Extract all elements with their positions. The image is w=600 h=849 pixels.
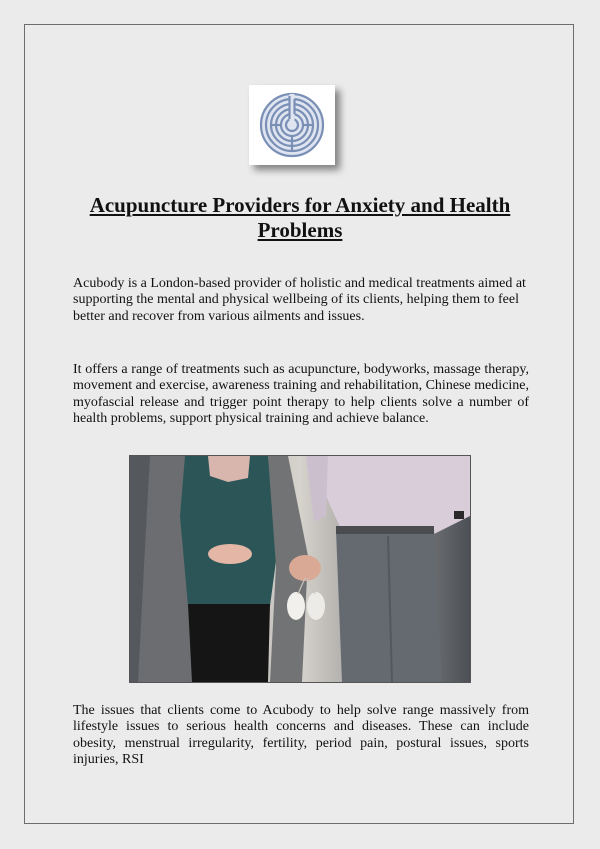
treatments-paragraph: It offers a range of treatments such as acupuncture, bodyworks, massage therapy, movement and exercise, awareness training and rehabilitation, Chinese medicine, myofascial release and trigger point therapy to help clients solve a number of health problems, support physical training and achieve balance. xyxy=(73,362,530,426)
couple-holding-baby-shoes-photo xyxy=(129,455,471,683)
intro-paragraph: Acubody is a London-based provider of holistic and medical treatments aimed at supporting the mental and physical wellbeing of its clients, helping them to feel better and recover from various ailments and issues. xyxy=(73,276,526,324)
page-title: Acupuncture Providers for Anxiety and Health Problems xyxy=(89,193,511,242)
issues-paragraph: The issues that clients come to Acubody to help solve range massively from lifestyle issues to serious health concerns and diseases. These can include obesity, menstrual irregularity, fertility, period pain, postural issues, sports injuries, RSI xyxy=(73,703,529,767)
labyrinth-logo-icon xyxy=(259,92,325,158)
logo xyxy=(249,85,335,165)
